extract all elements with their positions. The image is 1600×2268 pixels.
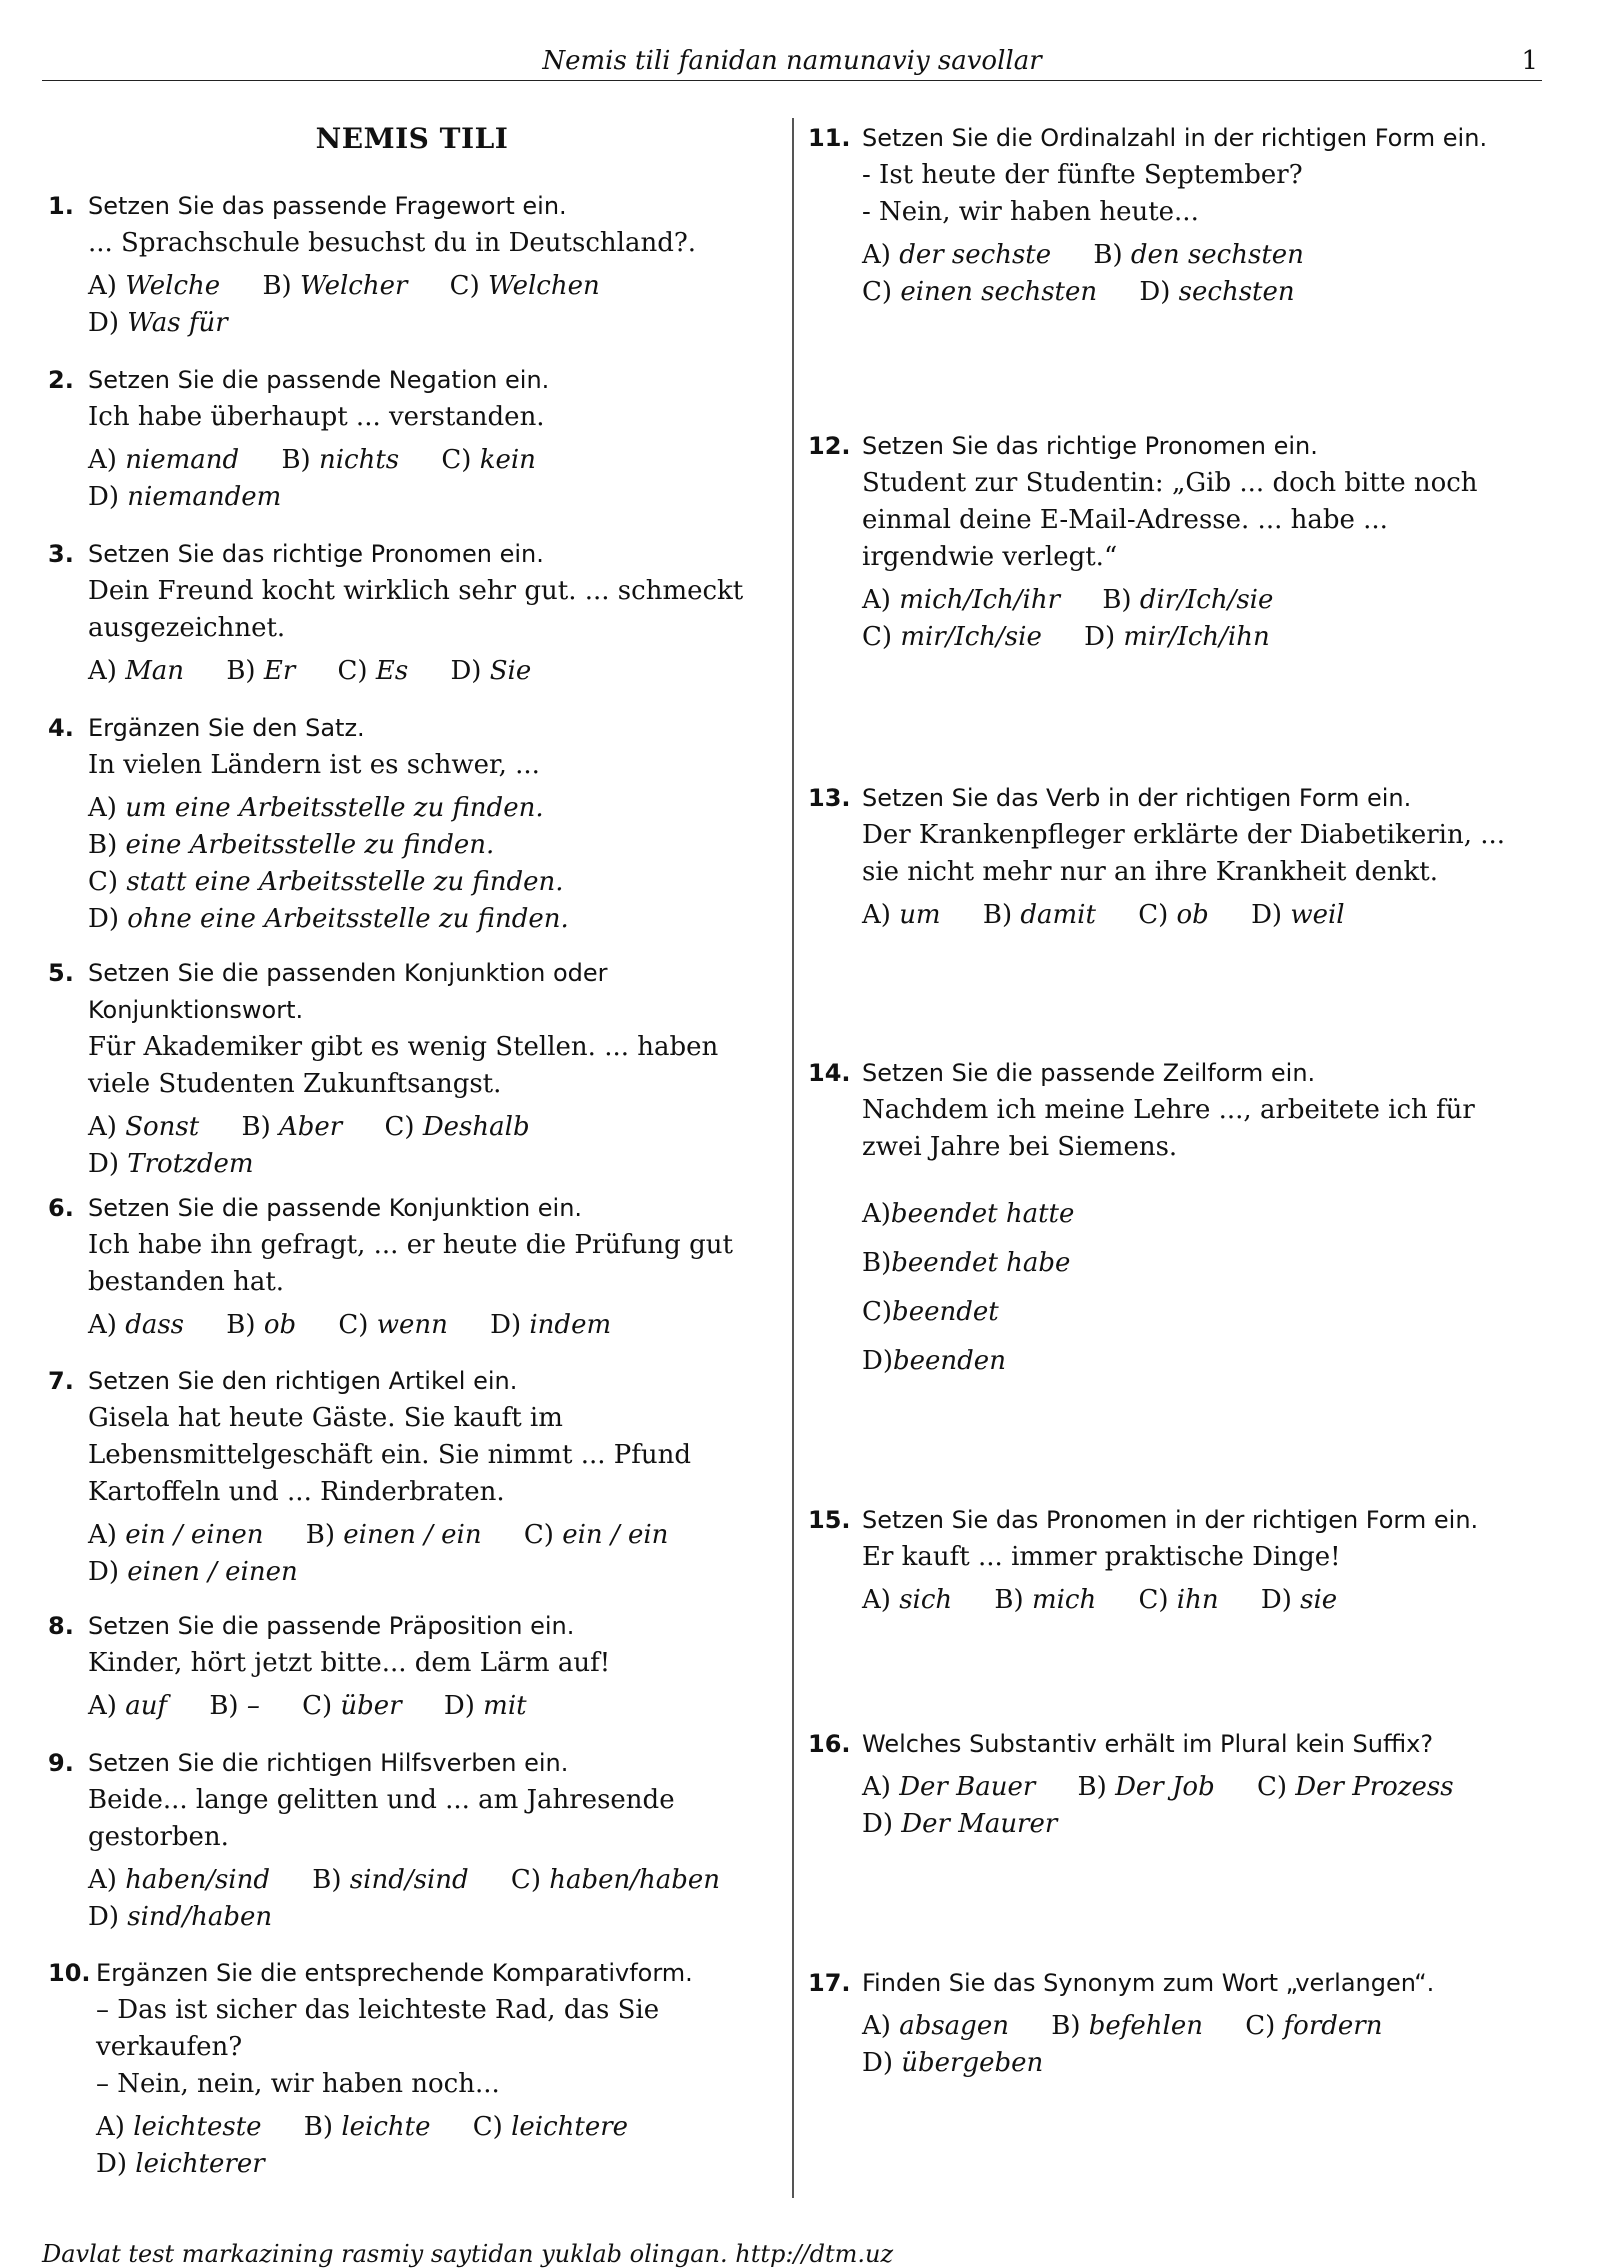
answer-option: C) mir/Ich/sie: [862, 622, 1042, 652]
answer-option: D) einen / einen: [88, 1557, 298, 1587]
answer-option: D) sechsten: [1139, 277, 1295, 307]
question: [48, 536, 763, 690]
answer-option: D) Was für: [88, 308, 228, 338]
question-instruction: Setzen Sie das richtige Pronomen ein.: [862, 432, 1318, 460]
question-number: 6.: [48, 1194, 74, 1222]
page-number: 1: [1521, 46, 1538, 76]
document-title: NEMIS TILI: [315, 122, 509, 155]
question-instruction: Setzen Sie die passende Präposition ein.: [88, 1612, 575, 1640]
question-line: viele Studenten Zukunftsangst.: [88, 1069, 502, 1099]
answer-option: B) Aber: [241, 1112, 343, 1142]
answer-option: D) weil: [1251, 900, 1345, 930]
answer-option: B) dir/Ich/sie: [1102, 585, 1274, 615]
answer-option: D) niemandem: [88, 482, 282, 512]
question: [48, 188, 763, 342]
answer-option: A) mich/Ich/ihr: [862, 585, 1061, 615]
question-number: 5.: [48, 959, 74, 987]
question: [808, 1965, 1520, 2082]
answer-option: B) einen / ein: [305, 1520, 482, 1550]
answer-option: C) Welchen: [449, 271, 600, 301]
question-instruction: Setzen Sie die passende Konjunktion ein.: [88, 1194, 583, 1222]
answer-option: C)beendet: [862, 1297, 999, 1327]
answer-option: B) ob: [226, 1310, 297, 1340]
question-number: 15.: [808, 1506, 851, 1534]
question: [808, 780, 1520, 934]
answer-option: C) fordern: [1245, 2011, 1383, 2041]
question: [808, 1726, 1520, 1843]
question: [808, 1055, 1520, 1380]
answer-option: D) Sie: [450, 656, 532, 686]
question-number: 7.: [48, 1367, 74, 1395]
question-line: Kinder, hört jetzt bitte... dem Lärm auf!: [88, 1648, 611, 1678]
question-line: sie nicht mehr nur an ihre Krankheit denkt.: [862, 857, 1438, 887]
answer-option: C) ein / ein: [523, 1520, 669, 1550]
question: [48, 955, 763, 1183]
question-instruction: Welches Substantiv erhält im Plural kein Suffix?: [862, 1730, 1434, 1758]
question-line: Ich habe überhaupt ... verstanden.: [88, 402, 545, 432]
question-line: Nachdem ich meine Lehre ..., arbeitete ich für: [862, 1095, 1475, 1125]
question-number: 16.: [808, 1730, 851, 1758]
answer-option: A) sich: [862, 1585, 953, 1615]
answer-option: A) leichteste: [96, 2112, 262, 2142]
question-line: Der Krankenpfleger erklärte der Diabetikerin, ...: [862, 820, 1506, 850]
answer-option: C) haben/haben: [510, 1865, 721, 1895]
answer-option: A) der sechste: [862, 240, 1052, 270]
question-instruction: Setzen Sie die passende Zeilform ein.: [862, 1059, 1316, 1087]
answer-option: B) Der Job: [1077, 1772, 1215, 1802]
question: [48, 1955, 763, 2183]
question-instruction: Setzen Sie das Pronomen in der richtigen Form ein.: [862, 1506, 1479, 1534]
question-line: gestorben.: [88, 1822, 229, 1852]
question-number: 3.: [48, 540, 74, 568]
question-line: - Nein, wir haben heute...: [862, 197, 1199, 227]
answer-option: D) mit: [443, 1691, 527, 1721]
question-line: irgendwie verlegt.“: [862, 542, 1118, 572]
question-instruction: Finden Sie das Synonym zum Wort „verlangen“.: [862, 1969, 1435, 1997]
answer-option: C) ob: [1138, 900, 1209, 930]
answer-option: D) sind/haben: [88, 1902, 273, 1932]
answer-option: D)beenden: [862, 1346, 1006, 1376]
question-line: bestanden hat.: [88, 1267, 285, 1297]
question-line: Ich habe ihn gefragt, ... er heute die Prüfung gut: [88, 1230, 733, 1260]
answer-option: A) um eine Arbeitsstelle zu finden.: [88, 793, 544, 823]
answer-option: C) kein: [441, 445, 536, 475]
question-number: 4.: [48, 714, 74, 742]
page-header: [42, 44, 1542, 81]
question-number: 2.: [48, 366, 74, 394]
question-instruction: Setzen Sie das richtige Pronomen ein.: [88, 540, 544, 568]
answer-option: B) damit: [982, 900, 1096, 930]
answer-option: C) über: [302, 1691, 402, 1721]
question-number: 1.: [48, 192, 74, 220]
question-line: ... Sprachschule besuchst du in Deutschland?.: [88, 228, 697, 258]
question-line: Lebensmittelgeschäft ein. Sie nimmt ... Pfund: [88, 1440, 692, 1470]
question: [48, 362, 763, 516]
question-instruction: Setzen Sie den richtigen Artikel ein.: [88, 1367, 518, 1395]
answer-option: A)beendet hatte: [862, 1199, 1075, 1229]
answer-option: C) einen sechsten: [862, 277, 1098, 307]
question: [808, 1502, 1520, 1619]
answer-option: D) indem: [490, 1310, 612, 1340]
answer-option: C) Der Prozess: [1256, 1772, 1454, 1802]
answer-option: C) ihn: [1138, 1585, 1219, 1615]
answer-option: B) Welcher: [262, 271, 408, 301]
question-line: – Nein, nein, wir haben noch...: [96, 2069, 500, 2099]
question: [48, 1745, 763, 1936]
question-instruction: Konjunktionswort.: [88, 996, 304, 1024]
question: [48, 1190, 763, 1344]
question-instruction: Setzen Sie die passende Negation ein.: [88, 366, 550, 394]
answer-option: A) Sonst: [88, 1112, 200, 1142]
question-line: Dein Freund kocht wirklich sehr gut. ... schmeckt: [88, 576, 744, 606]
question-line: - Ist heute der fünfte September?: [862, 160, 1303, 190]
answer-option: A) Man: [88, 656, 185, 686]
question-line: einmal deine E-Mail-Adresse. ... habe ...: [862, 505, 1388, 535]
answer-option: A) Der Bauer: [862, 1772, 1036, 1802]
answer-option: D) leichterer: [96, 2149, 265, 2179]
question-number: 9.: [48, 1749, 74, 1777]
question-instruction: Setzen Sie die richtigen Hilfsverben ein.: [88, 1749, 569, 1777]
answer-option: A) auf: [88, 1691, 168, 1721]
answer-option: B) mich: [994, 1585, 1097, 1615]
question-line: Student zur Studentin: „Gib ... doch bitte noch: [862, 468, 1478, 498]
question-instruction: Setzen Sie das passende Fragewort ein.: [88, 192, 567, 220]
question-number: 13.: [808, 784, 851, 812]
question-number: 11.: [808, 124, 851, 152]
answer-option: A) haben/sind: [88, 1865, 271, 1895]
answer-option: D) Trotzdem: [88, 1149, 254, 1179]
question-number: 14.: [808, 1059, 851, 1087]
answer-option: C) Es: [337, 656, 409, 686]
answer-option: A) Welche: [88, 271, 221, 301]
answer-option: D) mir/Ich/ihn: [1084, 622, 1270, 652]
question: [48, 710, 763, 938]
question-line: verkaufen?: [96, 2032, 243, 2062]
answer-option: B) Er: [226, 656, 296, 686]
question-number: 10.: [48, 1959, 91, 1987]
question-line: zwei Jahre bei Siemens.: [862, 1132, 1178, 1162]
question-instruction: Setzen Sie die Ordinalzahl in der richtigen Form ein.: [862, 124, 1488, 152]
question-number: 12.: [808, 432, 851, 460]
question-line: Kartoffeln und ... Rinderbraten.: [88, 1477, 505, 1507]
answer-option: A) niemand: [88, 445, 240, 475]
question-number: 17.: [808, 1969, 851, 1997]
question-instruction: Setzen Sie die passenden Konjunktion oder: [88, 959, 608, 987]
answer-option: B) befehlen: [1051, 2011, 1203, 2041]
answer-option: B) leichte: [303, 2112, 431, 2142]
answer-option: A) ein / einen: [88, 1520, 264, 1550]
answer-option: A) dass: [88, 1310, 185, 1340]
answer-option: D) übergeben: [862, 2048, 1044, 2078]
question: [808, 120, 1520, 311]
question-instruction: Setzen Sie das Verb in der richtigen Form ein.: [862, 784, 1412, 812]
question-line: ausgezeichnet.: [88, 613, 286, 643]
answer-option: C) leichtere: [472, 2112, 629, 2142]
question-instruction: Ergänzen Sie den Satz.: [88, 714, 365, 742]
answer-option: B) den sechsten: [1093, 240, 1304, 270]
answer-option: B) nichts: [281, 445, 400, 475]
question-line: In vielen Ländern ist es schwer, ...: [88, 750, 540, 780]
question: [48, 1363, 763, 1591]
column-divider: [792, 118, 794, 2198]
answer-option: B) sind/sind: [312, 1865, 469, 1895]
question: [808, 428, 1520, 656]
answer-option: A) um: [862, 900, 941, 930]
footer-source-note: Davlat test markazining rasmiy saytidan yuklab olingan. http://dtm.uz: [42, 2240, 894, 2268]
answer-option: B) –: [209, 1691, 260, 1721]
question: [48, 1608, 763, 1725]
answer-option: C) statt eine Arbeitsstelle zu finden.: [88, 867, 564, 897]
answer-option: B) eine Arbeitsstelle zu finden.: [88, 830, 495, 860]
question-instruction: Ergänzen Sie die entsprechende Komparativform.: [96, 1959, 693, 1987]
answer-option: C) wenn: [338, 1310, 448, 1340]
question-line: Gisela hat heute Gäste. Sie kauft im: [88, 1403, 563, 1433]
question-line: Beide... lange gelitten und ... am Jahresende: [88, 1785, 675, 1815]
question-line: Er kauft ... immer praktische Dinge!: [862, 1542, 1341, 1572]
answer-option: D) sie: [1260, 1585, 1338, 1615]
question-line: – Das ist sicher das leichteste Rad, das Sie: [96, 1995, 660, 2025]
answer-option: D) Der Maurer: [862, 1809, 1058, 1839]
question-number: 8.: [48, 1612, 74, 1640]
answer-option: A) absagen: [862, 2011, 1009, 2041]
header-title: Nemis tili fanidan namunaviy savollar: [542, 46, 1042, 76]
answer-option: B)beendet habe: [862, 1248, 1071, 1278]
answer-option: C) Deshalb: [384, 1112, 530, 1142]
answer-option: D) ohne eine Arbeitsstelle zu finden.: [88, 904, 569, 934]
question-line: Für Akademiker gibt es wenig Stellen. ... haben: [88, 1032, 719, 1062]
